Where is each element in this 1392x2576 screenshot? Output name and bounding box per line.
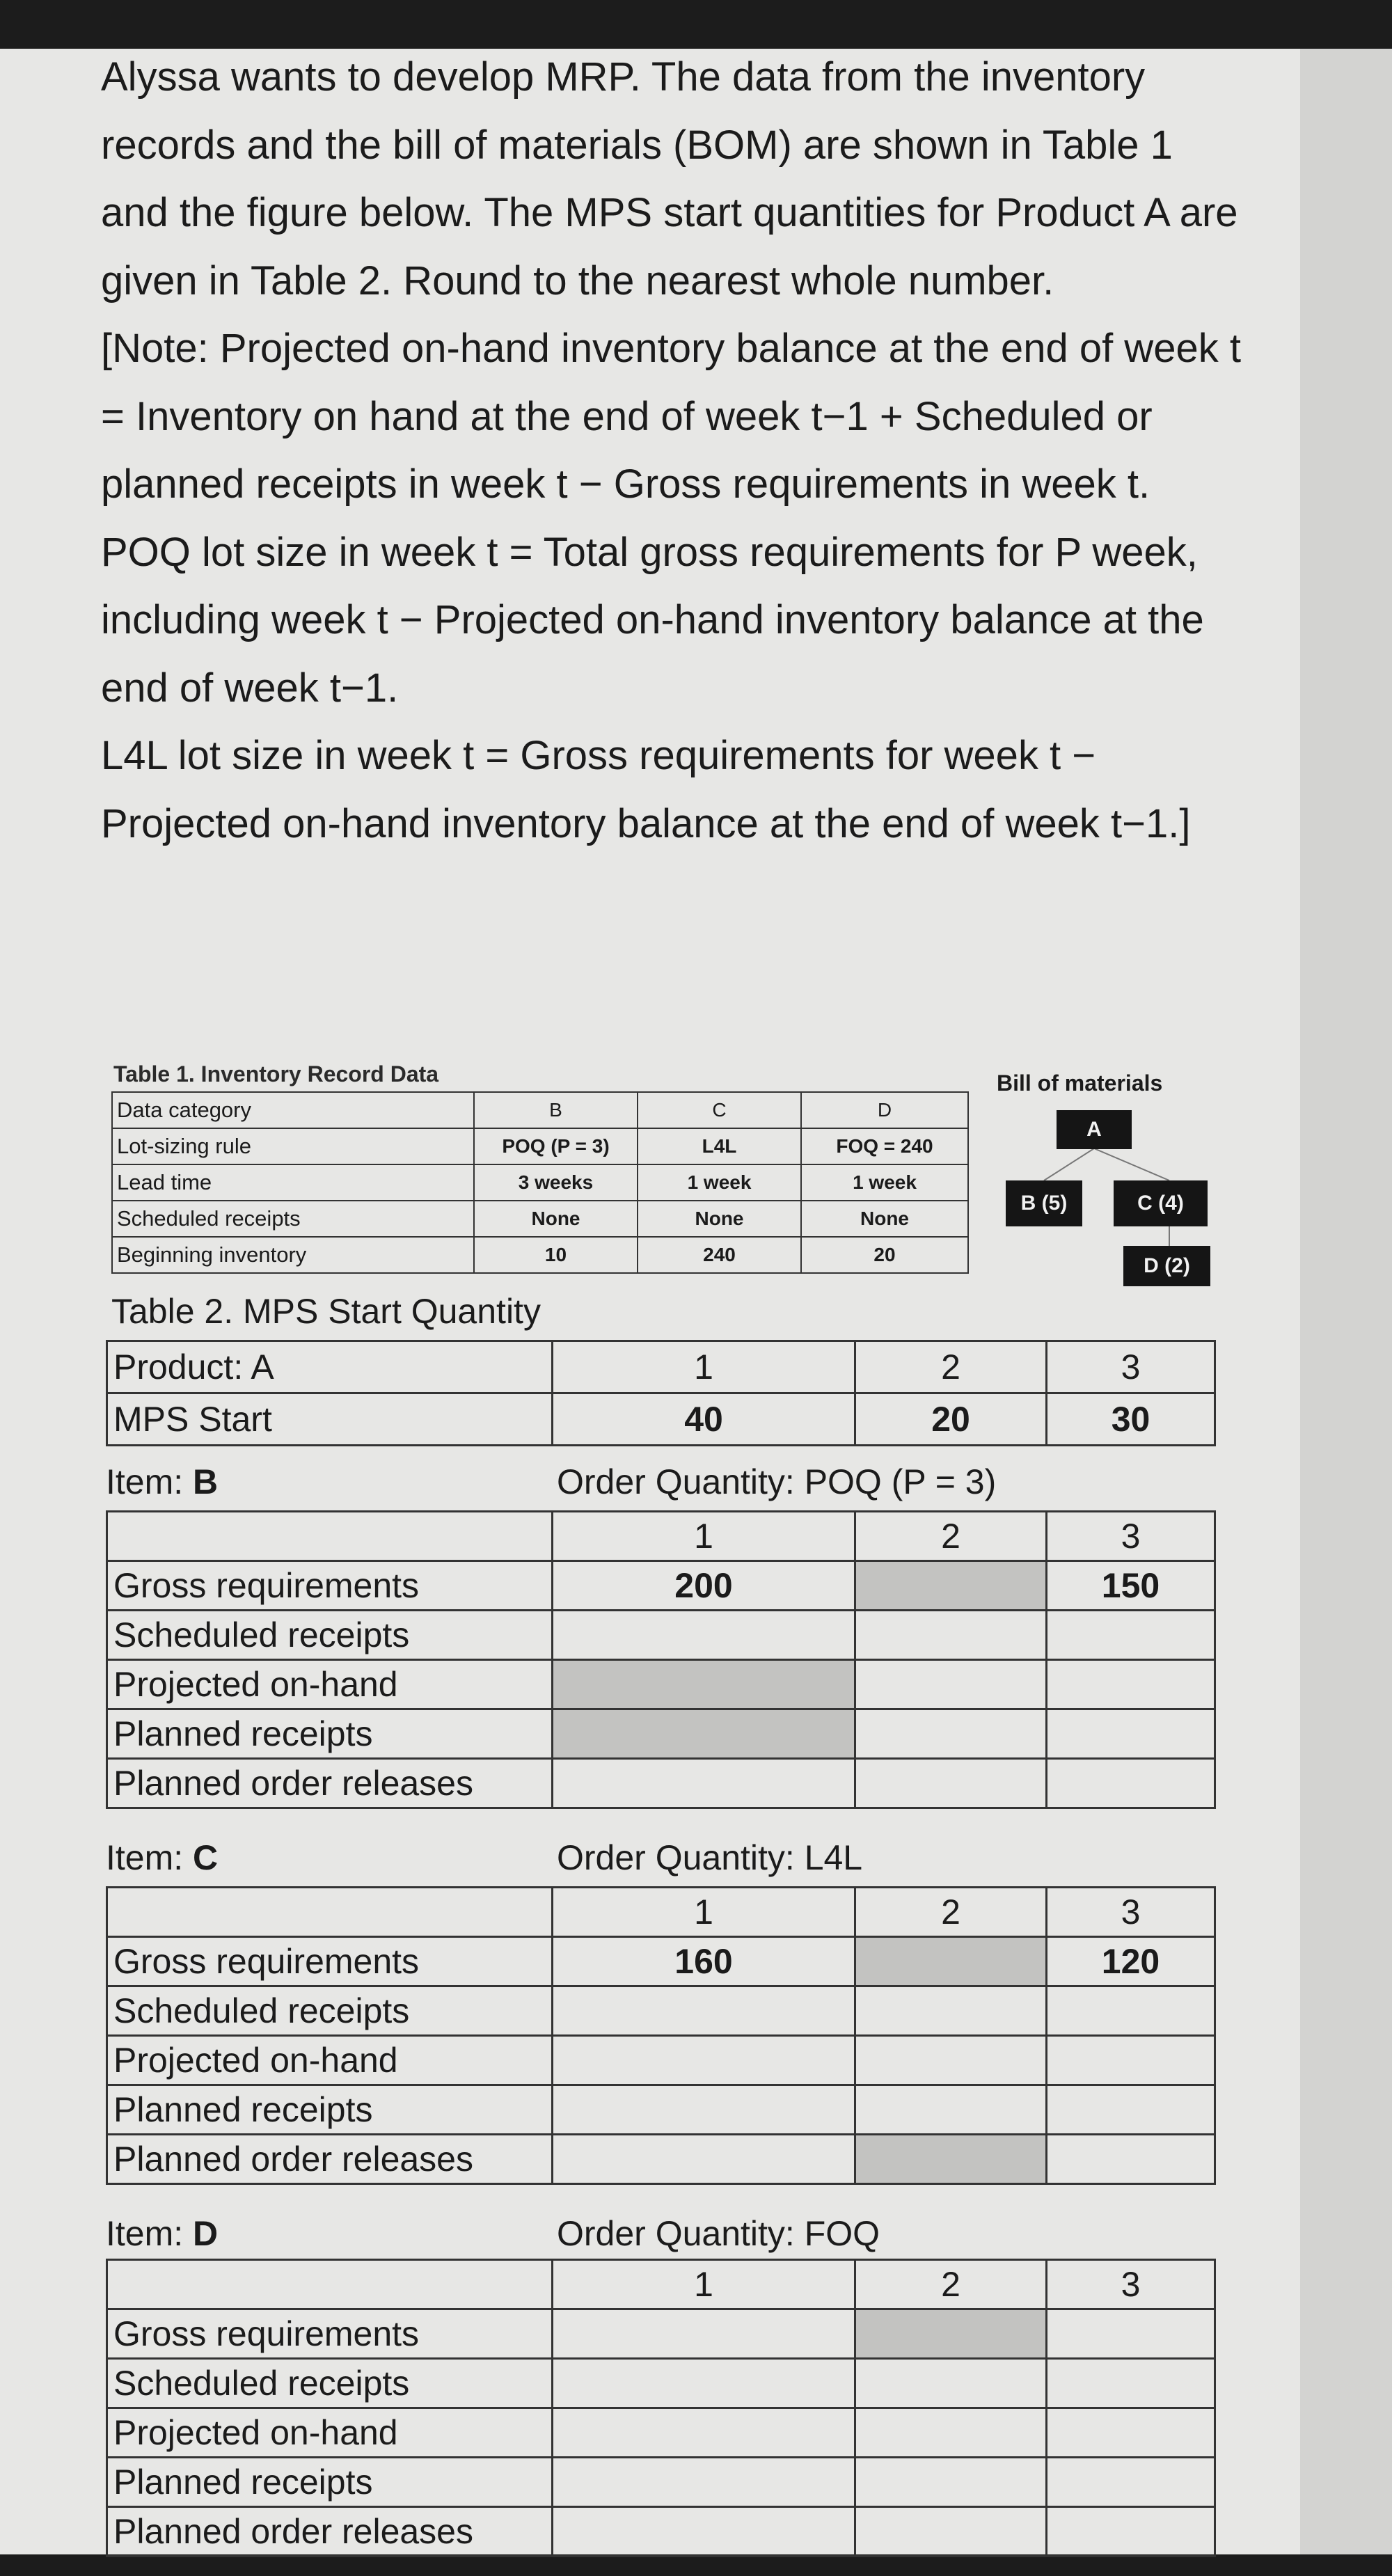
table-cell: 3 [1047,1341,1215,1393]
item-code: B [193,1462,219,1501]
bom-node-c: C (4) [1114,1180,1208,1226]
week-header: 3 [1047,1888,1215,1937]
table-row [107,1611,1215,1660]
answer-cell[interactable] [1047,1611,1215,1660]
table-row [107,2036,1215,2085]
table-cell: B [474,1092,638,1128]
gross-requirement-cell: 160 [553,1937,855,1986]
table-row [107,1561,1215,1611]
answer-cell[interactable] [855,2507,1047,2557]
table-cell: D [801,1092,968,1128]
intro-note-projected: [Note: Projected on-hand inventory balance at the end of week t = Inventory on hand at the end of week t−1 + Scheduled or planned receipts in week t − Gross requirements in week t. [101,326,1241,507]
item-prefix: Item: [106,1462,184,1501]
table-row [107,1888,1215,1937]
table-cell: 2 [855,1341,1047,1393]
order-quantity-label: Order Quantity: POQ (P = 3) [557,1462,997,1501]
gross-requirement-cell [1047,2309,1215,2359]
table-cell: 3 weeks [474,1164,638,1201]
answer-cell[interactable] [1047,2507,1215,2557]
table-row [107,1393,1215,1446]
answer-cell[interactable] [553,1660,855,1709]
table-cell: Data category [112,1092,474,1128]
table-row [107,2408,1215,2458]
table-cell: 20 [801,1237,968,1273]
week-header: 2 [855,2260,1047,2309]
answer-cell[interactable] [553,1611,855,1660]
answer-cell[interactable] [1047,2036,1215,2085]
table-cell: 10 [474,1237,638,1273]
table-cell: 40 [553,1393,855,1446]
intro-note-poq: POQ lot size in week t = Total gross requirements for P week, including week t − Projected on-hand inventory balance at the end of week t−1. [101,529,1204,711]
bom-node-a: A [1057,1110,1132,1149]
gross-requirement-cell [855,2309,1047,2359]
answer-cell[interactable] [1047,2135,1215,2184]
table-row [107,1937,1215,1986]
row-label: Planned receipts [107,1709,553,1759]
table-cell: 240 [638,1237,801,1273]
answer-cell[interactable] [553,1709,855,1759]
table-cell: None [474,1201,638,1237]
item-code: D [193,2214,219,2253]
item-code: C [193,1838,219,1877]
row-label: Planned receipts [107,2085,553,2135]
answer-cell[interactable] [1047,2408,1215,2458]
answer-cell[interactable] [1047,1759,1215,1808]
table-cell: MPS Start [107,1393,553,1446]
week-header: 2 [855,1512,1047,1561]
table-row [107,1709,1215,1759]
table-cell: 1 week [801,1164,968,1201]
item-label [106,1462,218,1502]
answer-cell[interactable] [855,2359,1047,2408]
table1-title: Table 1. Inventory Record Data [113,1061,439,1086]
order-quantity-label: Order Quantity: FOQ [557,2214,880,2253]
week-header: 1 [553,1512,855,1561]
table-row [107,2359,1215,2408]
table-cell: None [801,1201,968,1237]
table-cell: Product: A [107,1341,553,1393]
table-cell: None [638,1201,801,1237]
table-cell: Lead time [112,1164,474,1201]
row-label: Projected on-hand [107,1660,553,1709]
answer-cell[interactable] [855,1611,1047,1660]
table-cell: L4L [638,1128,801,1164]
week-header: 3 [1047,1512,1215,1561]
gross-requirement-cell [855,1561,1047,1611]
table-row [107,1986,1215,2036]
answer-cell[interactable] [855,2408,1047,2458]
gross-requirement-cell: 120 [1047,1937,1215,1986]
answer-cell[interactable] [1047,1660,1215,1709]
answer-cell[interactable] [855,1709,1047,1759]
row-label: Projected on-hand [107,2408,553,2458]
bom-node-b: B (5) [1006,1180,1082,1226]
row-label: Planned order releases [107,2135,553,2184]
table-row [107,2507,1215,2557]
answer-cell[interactable] [553,1986,855,2036]
answer-cell[interactable] [1047,1709,1215,1759]
table-cell: FOQ = 240 [801,1128,968,1164]
gross-requirement-cell: 200 [553,1561,855,1611]
mrp-table [106,1510,1216,1809]
table-row [107,1341,1215,1393]
answer-cell[interactable] [1047,1986,1215,2036]
table-row [107,2135,1215,2184]
week-header: 1 [553,2260,855,2309]
intro-note-l4l: L4L lot size in week t = Gross requirements for week t − Projected on-hand inventory balance at the end of week t−1.] [101,733,1191,846]
answer-cell[interactable] [553,2085,855,2135]
answer-cell[interactable] [855,1986,1047,2036]
week-header: 3 [1047,2260,1215,2309]
table-row [107,1660,1215,1709]
week-header: 1 [553,1888,855,1937]
table-row [107,2309,1215,2359]
week-header: 2 [855,1888,1047,1937]
mrp-table [106,2259,1216,2557]
table-cell: 1 week [638,1164,801,1201]
table-cell: C [638,1092,801,1128]
answer-cell[interactable] [855,2458,1047,2507]
item-label [106,1838,218,1878]
table-cell [107,1512,553,1561]
intro-paragraph-1: Alyssa wants to develop MRP. The data from the inventory records and the bill of materials (BOM) are shown in Table 1 and the figure below. The MPS start quantities for Product A are given in Table 2. Round to the nearest whole number. [101,54,1238,303]
row-label: Scheduled receipts [107,1611,553,1660]
answer-cell[interactable] [855,2135,1047,2184]
gross-requirement-cell [553,2309,855,2359]
answer-cell[interactable] [855,1759,1047,1808]
table-cell: Beginning inventory [112,1237,474,1273]
table-cell [107,1888,553,1937]
answer-cell[interactable] [553,2036,855,2085]
table-cell: 1 [553,1341,855,1393]
row-label: Planned order releases [107,1759,553,1808]
table-row [107,1759,1215,1808]
table-cell: POQ (P = 3) [474,1128,638,1164]
table-cell [107,2260,553,2309]
table-cell: 20 [855,1393,1047,1446]
row-label: Gross requirements [107,2309,553,2359]
answer-cell[interactable] [855,1660,1047,1709]
table-cell: Lot-sizing rule [112,1128,474,1164]
table-row [107,2458,1215,2507]
row-label: Gross requirements [107,1937,553,1986]
answer-cell[interactable] [1047,2359,1215,2408]
answer-cell[interactable] [553,2458,855,2507]
answer-cell[interactable] [1047,2458,1215,2507]
row-label: Scheduled receipts [107,2359,553,2408]
item-prefix: Item: [106,2214,184,2253]
table-cell: 30 [1047,1393,1215,1446]
answer-cell[interactable] [855,2036,1047,2085]
row-label: Gross requirements [107,1561,553,1611]
row-label: Scheduled receipts [107,1986,553,2036]
row-label: Planned order releases [107,2507,553,2557]
answer-cell[interactable] [1047,2085,1215,2135]
answer-cell[interactable] [553,2408,855,2458]
answer-cell[interactable] [855,2085,1047,2135]
item-prefix: Item: [106,1838,184,1877]
answer-cell[interactable] [553,2507,855,2557]
mps-start-table [106,1340,1216,1446]
order-quantity-label: Order Quantity: L4L [557,1838,863,1877]
bom-node-d: D (2) [1123,1246,1210,1286]
answer-cell[interactable] [553,2359,855,2408]
gross-requirement-cell [855,1937,1047,1986]
table-cell: Scheduled receipts [112,1201,474,1237]
gross-requirement-cell: 150 [1047,1561,1215,1611]
table-row [107,1512,1215,1561]
item-label [106,2213,218,2254]
table2-title: Table 2. MPS Start Quantity [111,1292,541,1331]
mrp-table [106,1886,1216,2185]
table-row [107,2085,1215,2135]
row-label: Projected on-hand [107,2036,553,2085]
bom-title: Bill of materials [997,1070,1163,1096]
answer-cell[interactable] [553,1759,855,1808]
table-row [107,2260,1215,2309]
row-label: Planned receipts [107,2458,553,2507]
answer-cell[interactable] [553,2135,855,2184]
